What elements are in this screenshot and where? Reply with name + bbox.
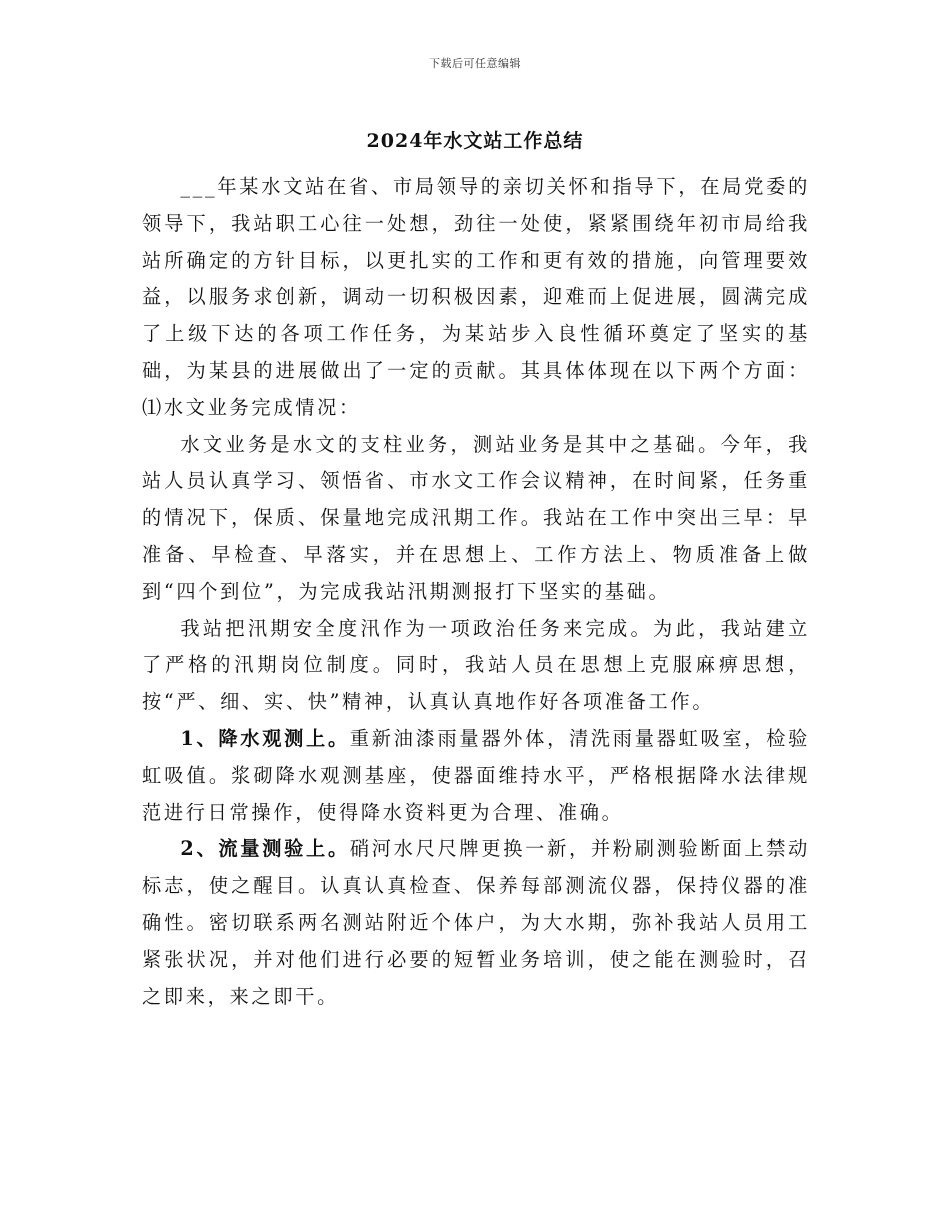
paragraph-flow-measurement [142,831,810,1015]
paragraph-hydrology-business [142,427,810,611]
paragraph-text: ___年某水文站在省、市局领导的亲切关怀和指导下，在局党委的领导下，我站职工心往一处想，劲往一处使，紧紧围绕年初市局给我站所确定的方针目标，以更扎实的工作和更有效的措施，向管理要效益，以服务求创新，调动一切积极因素，迎难而上促进展，圆满完成了上级下达的各项工作任务，为某站步入良性循环奠定了坚实的基础，为某县的进展做出了一定的贡献。其具体体现在以下两个方面：⑴水文业务完成情况： [142,175,810,419]
paragraph-text: 我站把汛期安全度汛作为一项政治任务来完成。为此，我站建立了严格的汛期岗位制度。同时，我站人员在思想上克服麻痹思想，按“严、细、实、快”精神，认真认真地作好各项准备工作。 [142,616,810,714]
paragraph-flood-safety [142,611,810,721]
document-title: 2024年水文站工作总结 [366,130,584,152]
header-note: 下载后可任意编辑 [429,57,521,70]
paragraph-lead-heading: 1、降水观测上。 [180,726,350,750]
document-body [142,169,810,1015]
paragraph-precipitation [142,721,810,831]
paragraph-text: 重新油漆雨量器外体，清洗雨量器虹吸室，检验虹吸值。浆砌降水观测基座，使器面维持水平，严格根据降水法律规范进行日常操作，使得降水资料更为合理、准确。 [142,726,810,824]
paragraph-text: 硝河水尺尺牌更换一新，并粉刷测验断面上禁动标志，使之醒目。认真认真检查、保养每部测流仪器，保持仪器的准确性。密切联系两名测站附近个体户，为大水期，弥补我站人员用工紧张状况，并对他们进行必要的短暂业务培训，使之能在测验时，召之即来，来之即干。 [142,837,810,1008]
paragraph-intro [142,169,810,427]
paragraph-lead-heading: 2、流量测验上。 [180,837,350,861]
paragraph-text: 水文业务是水文的支柱业务，测站业务是其中之基础。今年，我站人员认真学习、领悟省、市水文工作会议精神，在时间紧，任务重的情况下，保质、保量地完成汛期工作。我站在工作中突出三早：早准备、早检查、早落实，并在思想上、工作方法上、物质准备上做到“四个到位”，为完成我站汛期测报打下坚实的基础。 [142,432,810,603]
